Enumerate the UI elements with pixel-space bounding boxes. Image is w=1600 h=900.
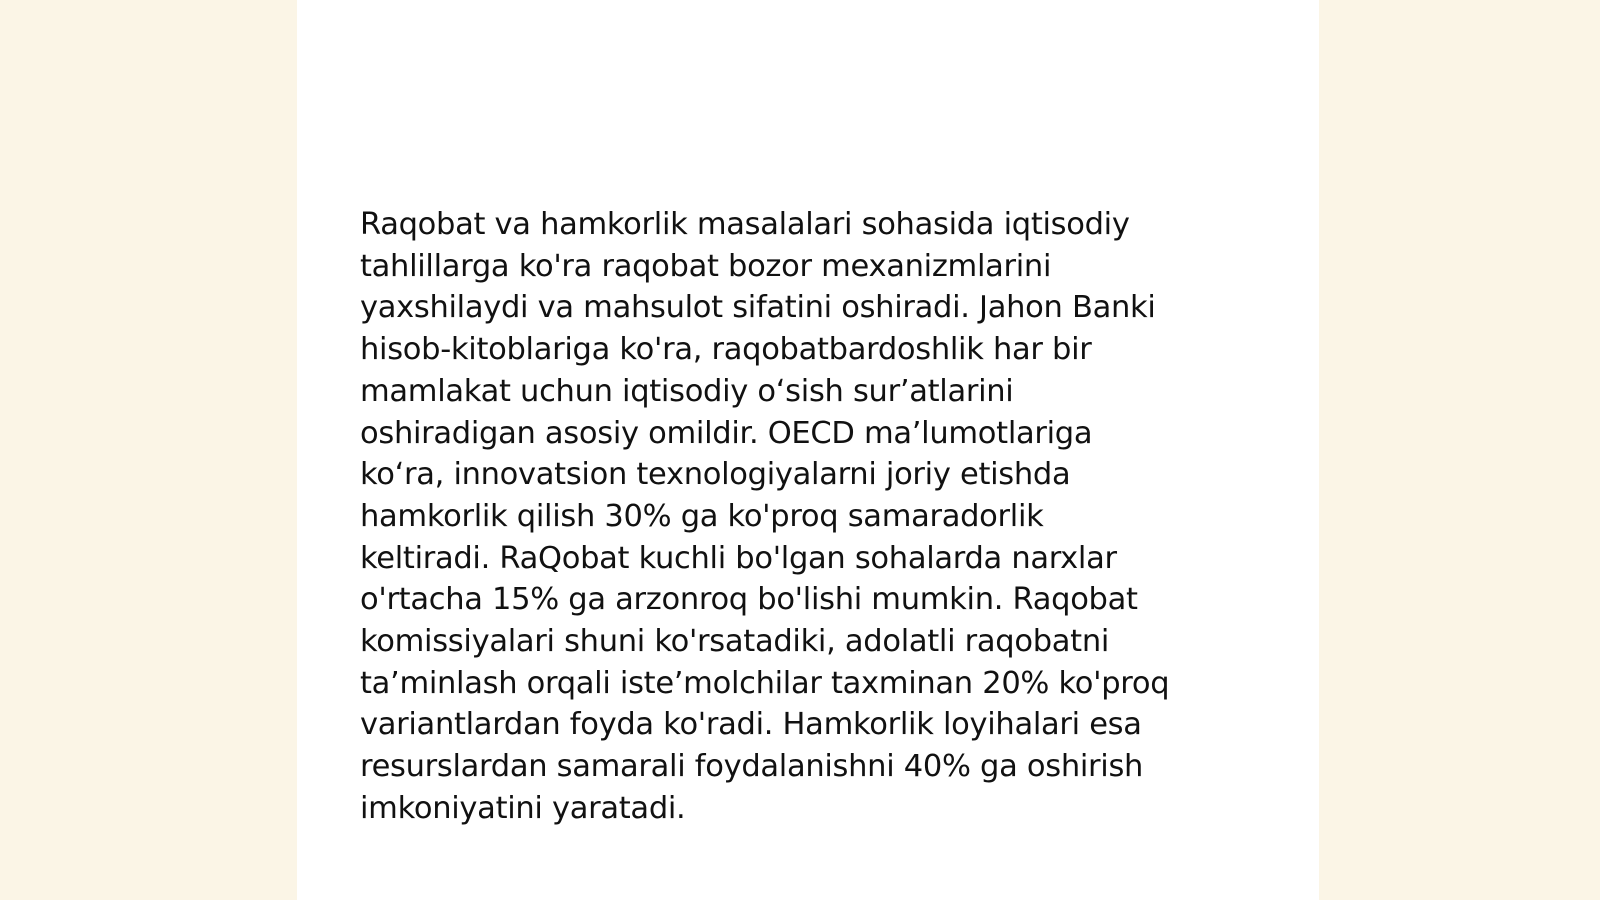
text-line: variantlardan foyda ko'radi. Hamkorlik loyihalari esa (360, 707, 1142, 743)
text-line: keltiradi. RaQobat kuchli bo'lgan sohalarda narxlar (360, 540, 1117, 576)
text-line: yaxshilaydi va mahsulot sifatini oshiradi. Jahon Banki (360, 290, 1156, 326)
text-line: hamkorlik qilish 30% ga ko'proq samaradorlik (360, 498, 1044, 534)
text-line: imkoniyatini yaratadi. (360, 790, 686, 826)
body-paragraph (360, 204, 1260, 830)
text-line: resurslardan samarali foydalanishni 40% ga oshirish (360, 749, 1144, 785)
text-line: oshiradigan asosiy omildir. OECD ma’lumotlariga (360, 415, 1093, 451)
document-page (297, 0, 1319, 900)
text-line: mamlakat uchun iqtisodiy o‘sish sur’atlarini (360, 373, 1014, 409)
text-line: tahlillarga ko'ra raqobat bozor mexanizmlarini (360, 248, 1052, 284)
text-line: Raqobat va hamkorlik masalalari sohasida iqtisodiy (360, 207, 1130, 242)
text-line: ko‘ra, innovatsion texnologiyalarni joriy etishda (360, 457, 1071, 493)
text-line: ta’minlash orqali iste’molchilar taxminan 20% ko'proq (360, 665, 1170, 701)
text-line: komissiyalari shuni ko'rsatadiki, adolatli raqobatni (360, 624, 1110, 660)
text-line: o'rtacha 15% ga arzonroq bo'lishi mumkin. Raqobat (360, 582, 1138, 618)
text-line: hisob-kitoblariga ko'ra, raqobatbardoshlik har bir (360, 332, 1092, 368)
